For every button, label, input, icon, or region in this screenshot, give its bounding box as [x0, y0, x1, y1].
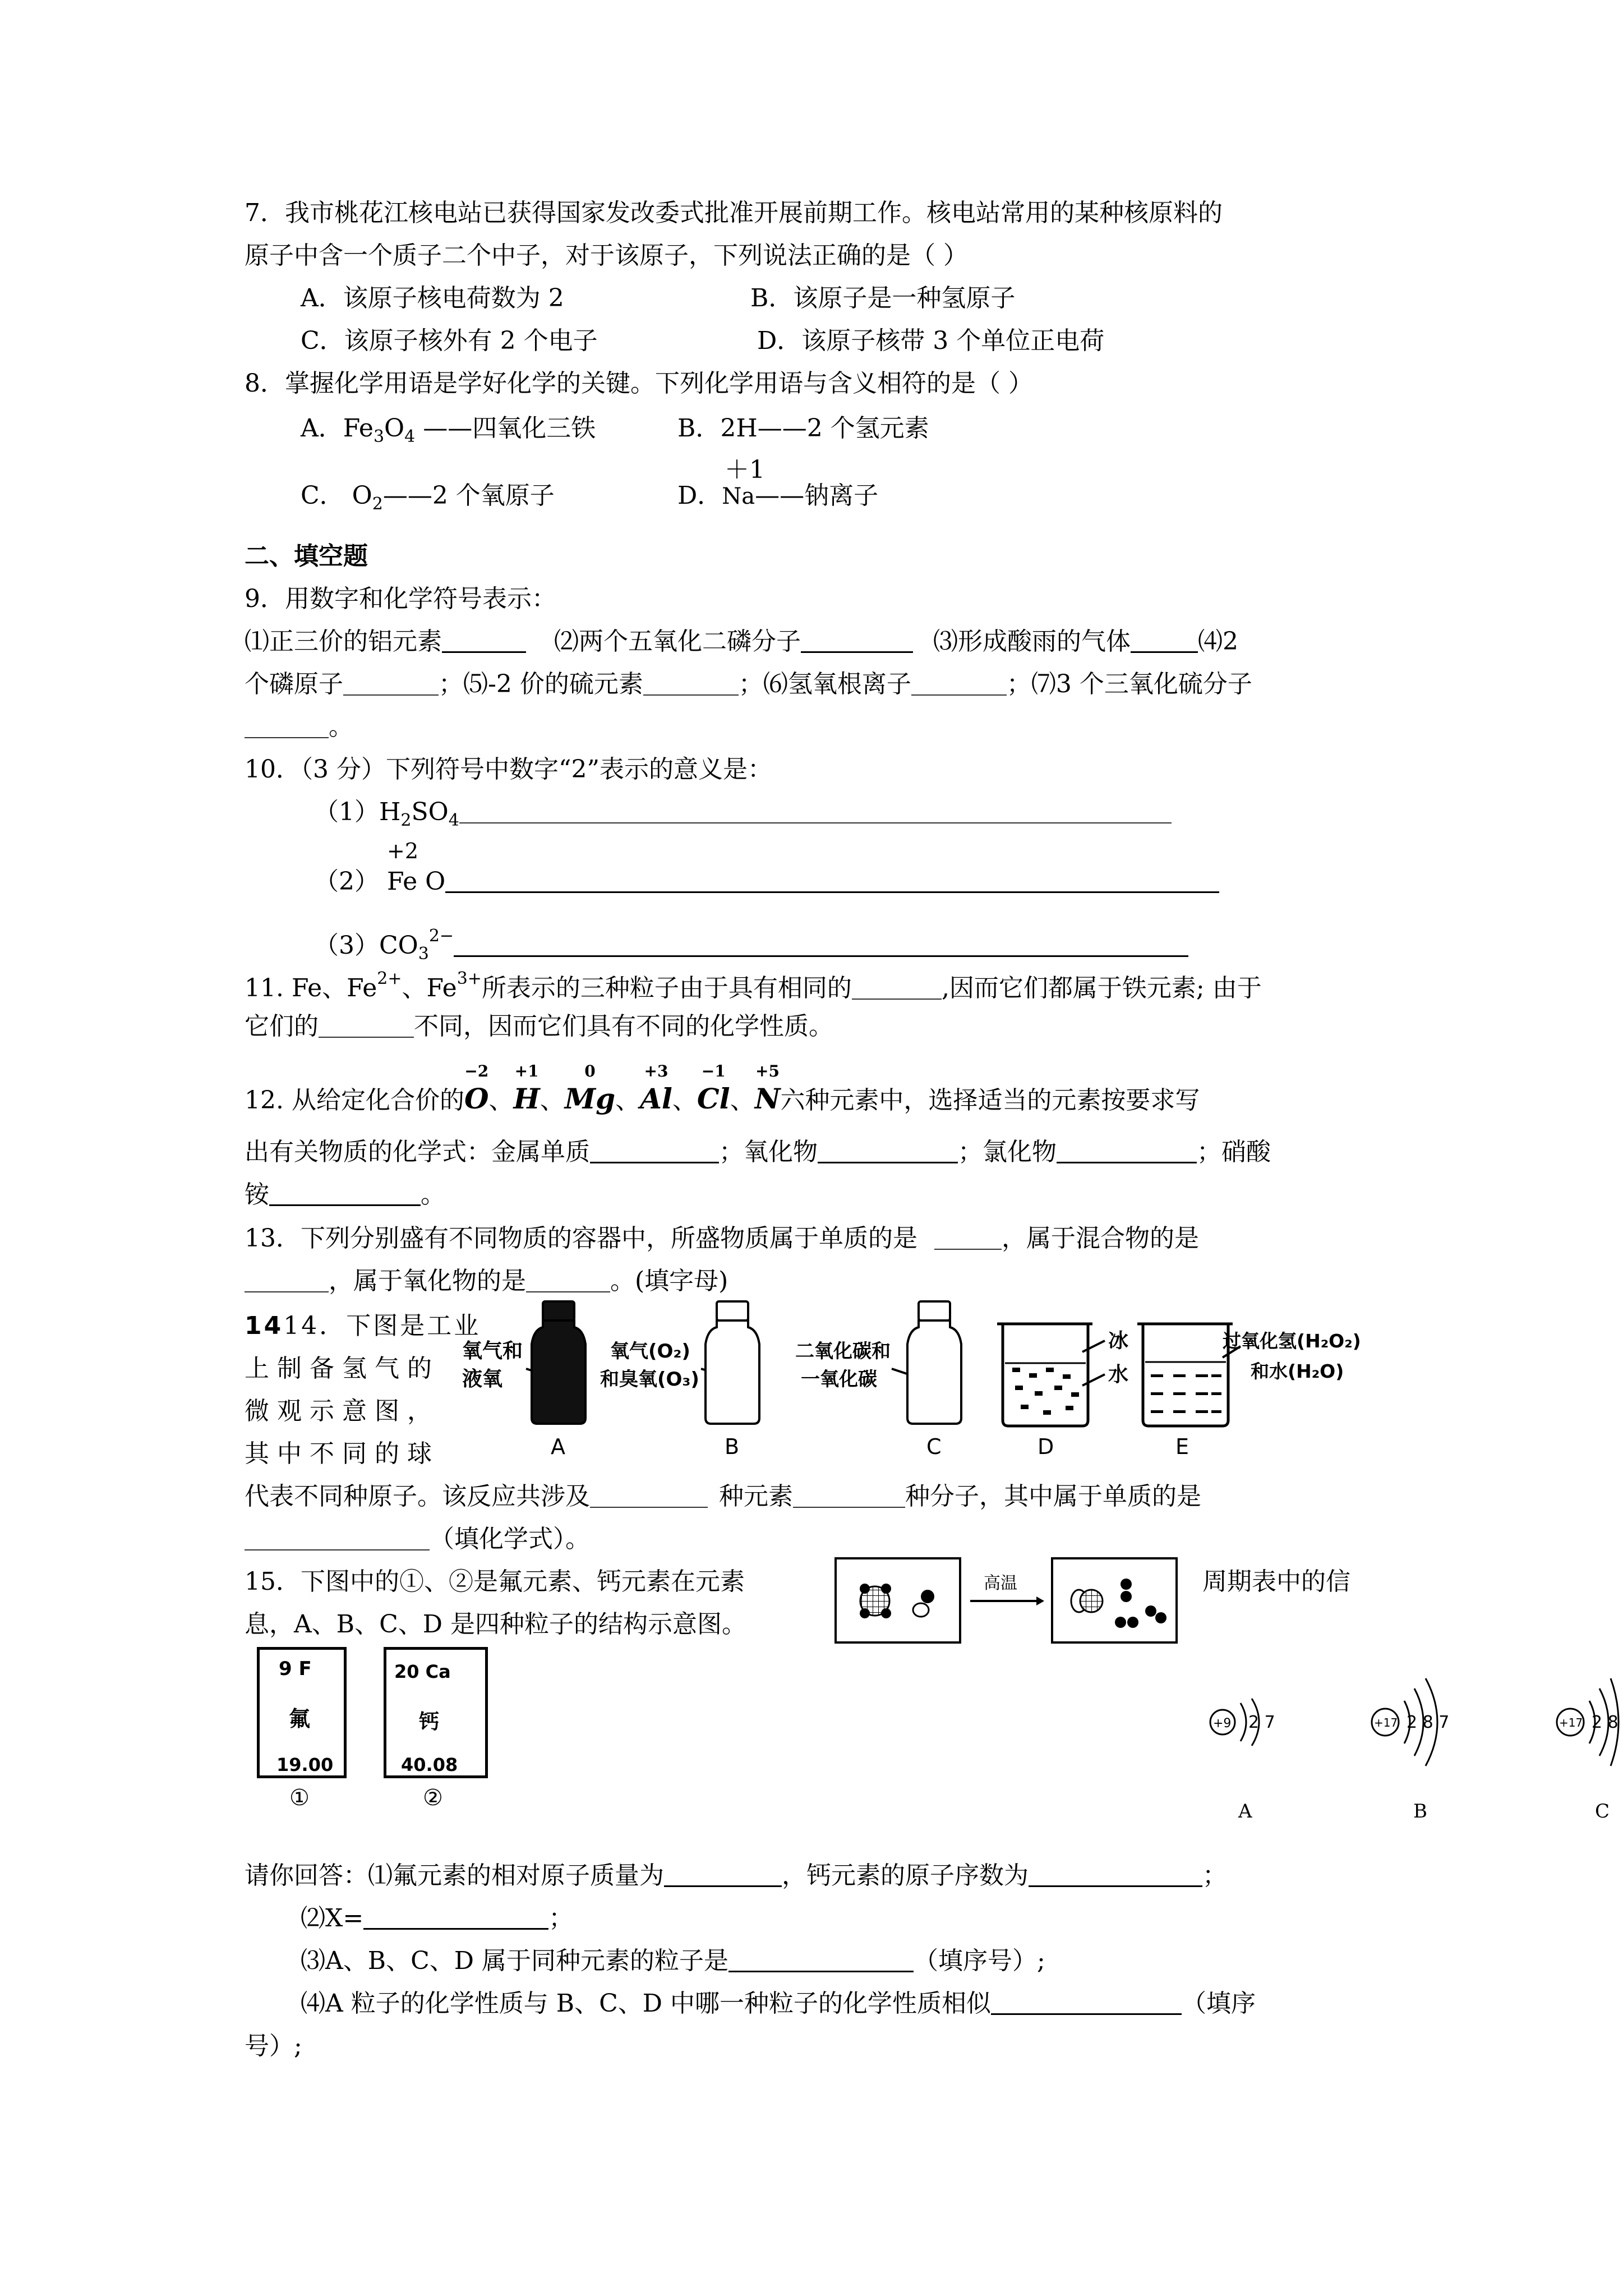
container-e-label-1: 过氧化氢(H₂O₂) — [1223, 1330, 1361, 1352]
q10-i1-mid: SO — [411, 798, 449, 826]
q15-l1-a: 15．下图中的①、②是氟元素、钙元素在元素 — [245, 1567, 745, 1596]
q9-blank-4[interactable] — [343, 674, 439, 696]
container-d-label-2: 水 — [1108, 1363, 1129, 1386]
q11-line2 — [245, 1011, 833, 1042]
q10-item2 — [314, 866, 1219, 897]
container-c-letter: C — [926, 1434, 942, 1459]
q12-valence-cl: −1 — [701, 1062, 726, 1080]
q13-blank-1[interactable] — [934, 1228, 1002, 1250]
atom-c-letter: C — [1595, 1800, 1610, 1823]
q8-option-b: B．2H——2 个氢元素 — [677, 414, 929, 443]
q12-separator: 、 — [672, 1086, 697, 1115]
q14-line3: 微观示意图， — [245, 1397, 440, 1425]
q12-element-n: +5 N — [754, 1062, 781, 1115]
q15-line1 — [245, 1566, 745, 1597]
q12-l2-b: ；氧化物 — [719, 1138, 818, 1166]
q12-blank-oxide[interactable] — [818, 1139, 958, 1163]
fluorine-name: 氟 — [289, 1706, 311, 1731]
q9-line2 — [245, 626, 1238, 657]
q11-sup1: 2+ — [377, 969, 402, 988]
q12-l3-b: 。 — [421, 1180, 445, 1209]
q8-d-na: Na — [722, 484, 755, 509]
q9-line1: 9．用数字和化学符号表示： — [245, 585, 556, 613]
q15-ans4-a: ⑷A 粒子的化学性质与 B、C、D 中哪一种粒子的化学性质相似 — [301, 1989, 992, 2018]
q12-valence-h: +1 — [514, 1062, 539, 1080]
q9-line3-c: ；⑹氢氧根离子 — [738, 670, 911, 698]
container-e-letter: E — [1175, 1434, 1189, 1459]
q12-blank-chloride[interactable] — [1057, 1139, 1197, 1163]
q10-i1-sub2: 4 — [448, 811, 459, 830]
fluorine-mass: 19.00 — [276, 1754, 334, 1775]
q15-blank-mass[interactable] — [664, 1863, 782, 1887]
q11-l1-b: 、Fe — [402, 974, 457, 1002]
q7-option-d: D．该原子核带 3 个单位正电荷 — [757, 326, 1105, 355]
q13-blank-3[interactable] — [526, 1271, 610, 1292]
q12-element-list — [464, 1062, 781, 1115]
q12-l2-c: ；氯化物 — [958, 1138, 1057, 1166]
q15-blank-similar[interactable] — [991, 1991, 1182, 2015]
atom-b-letter: B — [1413, 1800, 1427, 1823]
containers-figure — [460, 1296, 1391, 1475]
q11-blank-2[interactable] — [319, 1016, 414, 1038]
q15-ans3-a: ⑶A、B、C、D 属于同种元素的粒子是 — [301, 1947, 729, 1975]
q15-ans2-b: ； — [548, 1904, 574, 1932]
q13-line1 — [245, 1223, 1199, 1254]
q10-i2-pre: （2） Fe O — [314, 867, 446, 896]
q9-part1: ⑴正三价的铝元素 — [245, 627, 442, 656]
atom-a-nucleus: +9 — [1213, 1717, 1232, 1731]
q7-option-a: A．该原子核电荷数为 2 — [301, 284, 564, 312]
q8-option-c — [301, 480, 555, 515]
atom-a-letter: A — [1238, 1800, 1252, 1823]
q13-l1-b: ，属于混合物的是 — [1002, 1224, 1199, 1253]
q12-valence-n: +5 — [755, 1062, 780, 1080]
atom-b — [1372, 1678, 1449, 1823]
q13-l2-b: 。(填字母) — [610, 1267, 728, 1295]
q10-i2-valence: +2 — [387, 839, 419, 863]
q10-blank-1[interactable] — [459, 802, 1172, 823]
container-b-label-2: 和臭氧(O₃) — [600, 1368, 699, 1391]
q14-blank-formula[interactable] — [245, 1529, 430, 1550]
q14-blank-molecules[interactable] — [793, 1487, 905, 1508]
q15-ans1-b: ，钙元素的原子序数为 — [782, 1861, 1029, 1890]
q9-part2: ⑵两个五氧化二磷分子 — [554, 627, 801, 656]
element-card-calcium — [384, 1647, 488, 1778]
q10-i1-sub1: 2 — [400, 811, 412, 830]
q9-part4: ⑷2 — [1198, 627, 1238, 656]
card-1-number: ① — [289, 1785, 310, 1811]
q11-line1 — [245, 968, 1262, 1004]
q9-line3-a: 个磷原子 — [245, 670, 343, 698]
q13-l2-a: ，属于氧化物的是 — [329, 1267, 526, 1295]
q12-separator: 、 — [488, 1086, 514, 1115]
q12-post: 六种元素中，选择适当的元素按要求写 — [780, 1086, 1200, 1115]
q14-line2: 上制备氢气的 — [245, 1354, 440, 1383]
q10-item3 — [314, 926, 1188, 965]
q9-line3-d: ；⑺3 个三氧化硫分子 — [1006, 670, 1252, 698]
q15-blank-same-element[interactable] — [728, 1948, 914, 1972]
q9-blank-1[interactable] — [442, 629, 526, 653]
q12-separator: 、 — [540, 1086, 565, 1115]
q14-line5 — [245, 1481, 1201, 1512]
q14-l5-c: 种分子，其中属于单质的是 — [905, 1482, 1201, 1511]
q12-blank-nitrate[interactable] — [269, 1182, 421, 1206]
q13-blank-2[interactable] — [245, 1271, 329, 1292]
q11-l1-a: 11. Fe、Fe — [245, 974, 377, 1002]
q8-a-sub2: 4 — [404, 427, 416, 447]
q10-blank-3[interactable] — [454, 933, 1188, 957]
q11-l1-d: ,因而它们都属于铁元素; 由于 — [941, 974, 1262, 1002]
q12-l2-a: 出有关物质的化学式：金属单质 — [245, 1138, 590, 1166]
q12-element-al: +3 Al — [640, 1062, 672, 1115]
q12-valence-mg: 0 — [584, 1062, 596, 1080]
q7-option-c: C．该原子核外有 2 个电子 — [301, 326, 598, 355]
q12-line1 — [245, 1062, 1200, 1117]
calcium-symbol: 20 Ca — [394, 1661, 451, 1682]
q15-answer-3 — [301, 1945, 1045, 1976]
container-a-label-1: 氧气和 — [462, 1340, 523, 1363]
calcium-name: 钙 — [419, 1710, 440, 1733]
q8-c-sub: 2 — [372, 494, 383, 514]
q14-l5-b: 种元素 — [719, 1482, 793, 1511]
container-c-label-1: 二氧化碳和 — [795, 1340, 891, 1363]
q13-line2 — [245, 1266, 728, 1296]
q8-c-post: ——2 个氧原子 — [382, 481, 555, 510]
q14-l6: （填化学式）。 — [430, 1525, 590, 1553]
q12-element-mg: 0 Mg — [564, 1062, 616, 1115]
q8-option-a — [301, 413, 596, 448]
q8-d-post: ——钠离子 — [755, 481, 879, 510]
container-a-letter: A — [551, 1434, 565, 1459]
q15-line2: 息，A、B、C、D 是四种粒子的结构示意图。 — [245, 1610, 747, 1639]
q14-number: 14 — [245, 1312, 284, 1340]
q15-answer-4-end: 号）; — [245, 2032, 302, 2060]
container-e — [1137, 1324, 1361, 1459]
calcium-mass: 40.08 — [401, 1754, 458, 1775]
q9-blank-5[interactable] — [643, 674, 739, 696]
container-c-label-2: 一氧化碳 — [801, 1368, 877, 1391]
section-heading: 二、填空题 — [245, 542, 368, 570]
q9-line4 — [245, 711, 353, 742]
q15-ans4-b: （填序 — [1182, 1989, 1256, 2018]
q9-part3: ⑶形成酸雨的气体 — [933, 627, 1131, 656]
q10-i3-sup: 2− — [428, 926, 454, 946]
container-d-label-1: 冰 — [1108, 1329, 1129, 1352]
q8-a-post: ——四氧化三铁 — [415, 414, 596, 443]
q9-blank-2[interactable] — [801, 629, 913, 653]
atom-b-nucleus: +17 — [1374, 1716, 1398, 1729]
q14-l5-a: 代表不同种原子。该反应共涉及 — [245, 1482, 590, 1511]
atom-c — [1557, 1678, 1619, 1823]
atom-b-shells: 2 8 7 — [1407, 1713, 1450, 1732]
q11-l2-a: 它们的 — [245, 1012, 319, 1041]
q13-l1-a: 13．下列分别盛有不同物质的容器中，所盛物质属于单质的是 — [245, 1224, 917, 1253]
atom-c-shells: 2 8 — [1592, 1713, 1619, 1732]
q9-blank-6[interactable] — [911, 674, 1007, 696]
q12-element-cl: −1 Cl — [697, 1062, 730, 1115]
q15-ans1-a: 请你回答：⑴氟元素的相对原子质量为 — [245, 1861, 664, 1890]
q14-line6 — [245, 1524, 590, 1554]
reaction-diagram — [833, 1556, 1181, 1646]
q7-option-b: B．该原子是一种氢原子 — [750, 284, 1016, 312]
q9-blank-3[interactable] — [1131, 629, 1198, 653]
q11-l2-b: 不同，因而它们具有不同的化学性质。 — [414, 1012, 833, 1041]
q10-i1-pre: （1）H — [314, 798, 401, 826]
q7-line1: 7．我市桃花江核电站已获得国家发改委式批准开展前期工作。核电站常用的某种核原料的 — [245, 199, 1223, 227]
q12-element-o: −2 O — [464, 1062, 489, 1115]
q8-option-d — [677, 480, 878, 511]
q14-line4: 其中不同的球 — [245, 1439, 440, 1468]
container-d — [997, 1324, 1128, 1459]
q14-blank-elements[interactable] — [590, 1487, 708, 1508]
container-c — [795, 1301, 961, 1459]
q15-blank-number[interactable] — [1029, 1863, 1202, 1887]
atomic-structures — [1200, 1655, 1623, 1840]
q10-blank-2[interactable] — [445, 869, 1219, 893]
q12-valence-al: +3 — [644, 1062, 668, 1080]
q12-line3 — [245, 1179, 445, 1210]
q10-i3-pre: （3）CO — [314, 931, 418, 960]
q8-a-sub1: 3 — [373, 427, 385, 447]
q15-ans2-a: ⑵X= — [301, 1904, 364, 1932]
q8-a-mid: O — [384, 414, 405, 443]
q12-valence-o: −2 — [464, 1062, 489, 1080]
q12-separator: 、 — [615, 1086, 640, 1115]
q9-line3 — [245, 669, 1252, 700]
q11-blank-1[interactable] — [852, 978, 942, 1000]
q8-line1: 8．掌握化学用语是学好化学的关键。下列化学用语与含义相符的是（ ） — [245, 369, 1033, 398]
container-a-label-2: 液氧 — [462, 1368, 503, 1391]
atom-c-nucleus: +17 — [1559, 1716, 1583, 1729]
q12-blank-metal[interactable] — [590, 1139, 719, 1163]
reaction-condition: 高温 — [984, 1573, 1017, 1593]
q12-element-h: +1 H — [513, 1062, 540, 1115]
q15-ans3-b: （填序号）; — [914, 1947, 1045, 1975]
q15-answer-4 — [301, 1988, 1256, 2019]
q9-blank-7[interactable] — [245, 717, 329, 738]
q9-line3-b: ；⑸-2 价的硫元素 — [439, 670, 643, 698]
element-card-fluorine — [257, 1647, 347, 1778]
q8-c-pre: C． O — [301, 481, 372, 510]
q12-l2-d: ；硝酸 — [1197, 1138, 1271, 1166]
q10-i3-sub: 3 — [418, 944, 429, 964]
fluorine-symbol: 9 F — [279, 1658, 312, 1680]
q7-line2: 原子中含一个质子二个中子，对于该原子，下列说法正确的是（ ） — [245, 241, 968, 270]
q12-pre: 12. 从给定化合价的 — [245, 1086, 464, 1115]
container-d-letter: D — [1038, 1434, 1054, 1459]
container-b-letter: B — [725, 1434, 740, 1459]
q15-answer-1 — [245, 1860, 1227, 1891]
q12-separator: 、 — [730, 1086, 755, 1115]
q15-blank-x[interactable] — [363, 1906, 548, 1930]
q11-l1-c: 所表示的三种粒子由于具有相同的 — [481, 974, 852, 1002]
container-b-label-1: 氧气(O₂) — [610, 1340, 690, 1363]
q8-valence: ＋1 — [725, 455, 765, 484]
container-b — [600, 1301, 759, 1459]
q15-answer-2 — [301, 1903, 573, 1934]
q10-item1 — [314, 797, 1172, 831]
q14-l1: 14．下图是工业 — [283, 1312, 481, 1340]
card-2-number: ② — [423, 1785, 443, 1811]
q12-l3-a: 铵 — [245, 1180, 269, 1209]
q15-line1-right: 周期表中的信 — [1202, 1567, 1350, 1596]
q15-ans1-c: ； — [1202, 1861, 1227, 1890]
q10-line1: 10．（3 分）下列符号中数字“2”表示的意义是： — [245, 755, 772, 784]
q11-sup2: 3+ — [457, 969, 482, 988]
q12-line2 — [245, 1137, 1271, 1167]
q9-end: 。 — [329, 712, 353, 741]
reactant-box — [836, 1558, 960, 1642]
q8-a-pre: A．Fe — [301, 414, 374, 443]
container-e-label-2: 和水(H₂O) — [1251, 1360, 1344, 1382]
atom-a — [1210, 1699, 1275, 1823]
atom-a-shells: 2 7 — [1248, 1713, 1275, 1732]
q8-d-pre: D． — [677, 481, 722, 510]
q14-line1 — [245, 1310, 481, 1341]
